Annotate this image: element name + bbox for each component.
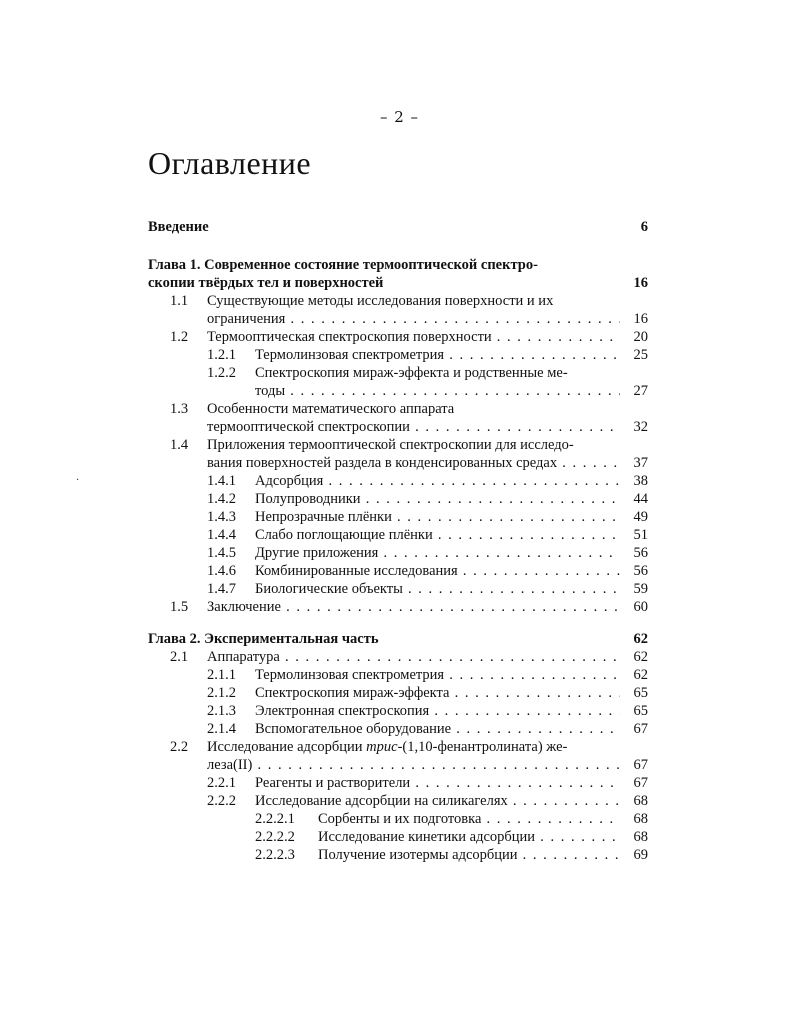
toc-entry-2-2-2-3[interactable]	[148, 846, 648, 864]
entry-title-line-2: леза(II) . . .	[207, 756, 620, 774]
entry-title-line-2: тоды . . .	[255, 382, 620, 400]
toc-entry-2-1-1[interactable]	[148, 666, 648, 684]
entry-title-line-1: Существующие методы исследования поверхности и их	[207, 293, 554, 309]
entry-page: 49	[620, 508, 648, 526]
toc-entry-2-1-2[interactable]	[148, 684, 648, 702]
page-number: – 2 –	[379, 108, 420, 126]
entry-title-italic: трис	[366, 739, 398, 755]
toc-entry-1-4-1[interactable]	[148, 472, 648, 490]
entry-title: Вспомогательное оборудование . . .	[255, 720, 620, 738]
entry-title: Реагенты и растворители . . .	[255, 774, 620, 792]
entry-page: 67	[620, 720, 648, 738]
entry-page: 32	[620, 418, 648, 436]
entry-number: 2.2.2.1	[255, 811, 295, 827]
toc-entry-chapter-1[interactable]	[148, 256, 648, 292]
entry-number: 1.2.1	[207, 347, 236, 363]
toc-entry-1-2[interactable]	[148, 328, 648, 346]
entry-page: 16	[620, 274, 648, 292]
entry-number: 1.4	[170, 437, 189, 453]
entry-page: 25	[620, 346, 648, 364]
toc-entry-2-2-1[interactable]	[148, 774, 648, 792]
entry-number: 1.4.3	[207, 509, 236, 525]
entry-number: 1.1	[170, 293, 189, 309]
entry-number: 1.2	[170, 329, 189, 345]
entry-title: Исследование кинетики адсорбции . . .	[318, 828, 620, 846]
entry-number: 2.2.2	[207, 793, 236, 809]
toc-entry-1-4-3[interactable]	[148, 508, 648, 526]
entry-page: 68	[620, 792, 648, 810]
entry-title: Другие приложения . . .	[255, 544, 620, 562]
toc-entry-1-5[interactable]	[148, 598, 648, 616]
entry-title: Полупроводники . . .	[255, 490, 620, 508]
toc-entry-2-1[interactable]	[148, 648, 648, 666]
entry-title: Термолинзовая спектрометрия . . .	[255, 666, 620, 684]
entry-number: 2.1.3	[207, 703, 236, 719]
toc-entry-1-2-2[interactable]	[148, 364, 648, 400]
entry-page: 62	[620, 666, 648, 684]
entry-page: 56	[620, 562, 648, 580]
entry-number: 2.2.2.2	[255, 829, 295, 845]
entry-title: Аппаратура . . .	[207, 648, 620, 666]
entry-title: Непрозрачные плёнки . . .	[255, 508, 620, 526]
entry-number: 2.2	[170, 739, 189, 755]
entry-page: 51	[620, 526, 648, 544]
entry-page: 62	[620, 630, 648, 648]
entry-page: 59	[620, 580, 648, 598]
entry-number: 1.4.5	[207, 545, 236, 561]
entry-title-part: -(1,10-фенантролината) же-	[397, 739, 568, 755]
entry-title-line-1: Приложения термооптической спектроскопии для исследо-	[207, 437, 574, 453]
entry-title-line-2: вания поверхностей раздела в конденсированных средах . . .	[207, 454, 620, 472]
entry-title: Слабо поглощающие плёнки . . .	[255, 526, 620, 544]
toc-entry-1-4-7[interactable]	[148, 580, 648, 598]
entry-title: Введение	[148, 219, 209, 235]
entry-page: 68	[620, 828, 648, 846]
entry-number: 1.5	[170, 599, 189, 615]
entry-page: 56	[620, 544, 648, 562]
margin-mark: ·	[76, 475, 80, 486]
entry-page: 16	[620, 310, 648, 328]
entry-title-line-2: скопии твёрдых тел и поверхностей	[148, 275, 384, 291]
page-title: Оглавление	[148, 145, 312, 181]
toc-entry-1-2-1[interactable]	[148, 346, 648, 364]
table-of-contents	[148, 218, 648, 864]
entry-title: Комбинированные исследования . . .	[255, 562, 620, 580]
entry-title-line-1: Глава 1. Современное состояние термооптической спектро-	[148, 257, 538, 273]
entry-number: 2.2.1	[207, 775, 236, 791]
toc-entry-1-4-5[interactable]	[148, 544, 648, 562]
entry-number: 1.4.1	[207, 473, 236, 489]
entry-number: 1.3	[170, 401, 189, 417]
entry-page: 6	[620, 218, 648, 236]
toc-entry-2-2-2-2[interactable]	[148, 828, 648, 846]
entry-page: 27	[620, 382, 648, 400]
entry-title: Термолинзовая спектрометрия . . .	[255, 346, 620, 364]
entry-title: Заключение . . .	[207, 598, 620, 616]
entry-page: 60	[620, 598, 648, 616]
entry-title: Спектроскопия мираж-эффекта . . .	[255, 684, 620, 702]
entry-number: 1.2.2	[207, 365, 236, 381]
entry-page: 44	[620, 490, 648, 508]
entry-title: Термооптическая спектроскопия поверхности . . .	[207, 328, 620, 346]
entry-page: 65	[620, 684, 648, 702]
entry-number: 2.1.2	[207, 685, 236, 701]
toc-entry-2-1-3[interactable]	[148, 702, 648, 720]
entry-title: Сорбенты и их подготовка . . .	[318, 810, 620, 828]
entry-number: 2.2.2.3	[255, 847, 295, 863]
toc-entry-1-4-4[interactable]	[148, 526, 648, 544]
toc-entry-introduction[interactable]	[148, 218, 648, 236]
entry-title-line-2: ограничения . . .	[207, 310, 620, 328]
toc-entry-2-2-2[interactable]	[148, 792, 648, 810]
entry-title-line-1: Спектроскопия мираж-эффекта и родственные ме-	[255, 365, 568, 381]
entry-title: Исследование адсорбции на силикагелях . . .	[255, 792, 620, 810]
entry-number: 1.4.4	[207, 527, 236, 543]
entry-number: 1.4.2	[207, 491, 236, 507]
toc-entry-2-1-4[interactable]	[148, 720, 648, 738]
toc-entry-2-2-2-1[interactable]	[148, 810, 648, 828]
toc-entry-1-4[interactable]	[148, 436, 648, 472]
entry-title-line-1	[207, 738, 620, 756]
entry-title: Глава 2. Экспериментальная часть	[148, 631, 379, 647]
entry-number: 1.4.7	[207, 581, 236, 597]
toc-entry-2-2[interactable]	[148, 738, 648, 774]
entry-page: 38	[620, 472, 648, 490]
entry-page: 68	[620, 810, 648, 828]
entry-title: Биологические объекты . . .	[255, 580, 620, 598]
entry-number: 2.1	[170, 649, 189, 665]
entry-page: 65	[620, 702, 648, 720]
entry-title: Получение изотермы адсорбции . . .	[318, 846, 620, 864]
entry-title: Электронная спектроскопия . . .	[255, 702, 620, 720]
entry-number: 1.4.6	[207, 563, 236, 579]
toc-entry-1-4-6[interactable]	[148, 562, 648, 580]
entry-title-line-2: термооптической спектроскопии . . .	[207, 418, 620, 436]
entry-number: 2.1.4	[207, 721, 236, 737]
entry-page: 67	[620, 756, 648, 774]
entry-page: 67	[620, 774, 648, 792]
entry-page: 37	[620, 454, 648, 472]
toc-entry-chapter-2[interactable]	[148, 630, 648, 648]
toc-entry-1-1[interactable]	[148, 292, 648, 328]
toc-entry-1-4-2[interactable]	[148, 490, 648, 508]
toc-entry-1-3[interactable]	[148, 400, 648, 436]
entry-title: Адсорбция . . .	[255, 472, 620, 490]
entry-number: 2.1.1	[207, 667, 236, 683]
entry-page: 69	[620, 846, 648, 864]
entry-page: 20	[620, 328, 648, 346]
entry-title-line-1: Особенности математического аппарата	[207, 401, 455, 417]
entry-title-part: Исследование адсорбции	[207, 739, 367, 755]
entry-page: 62	[620, 648, 648, 666]
